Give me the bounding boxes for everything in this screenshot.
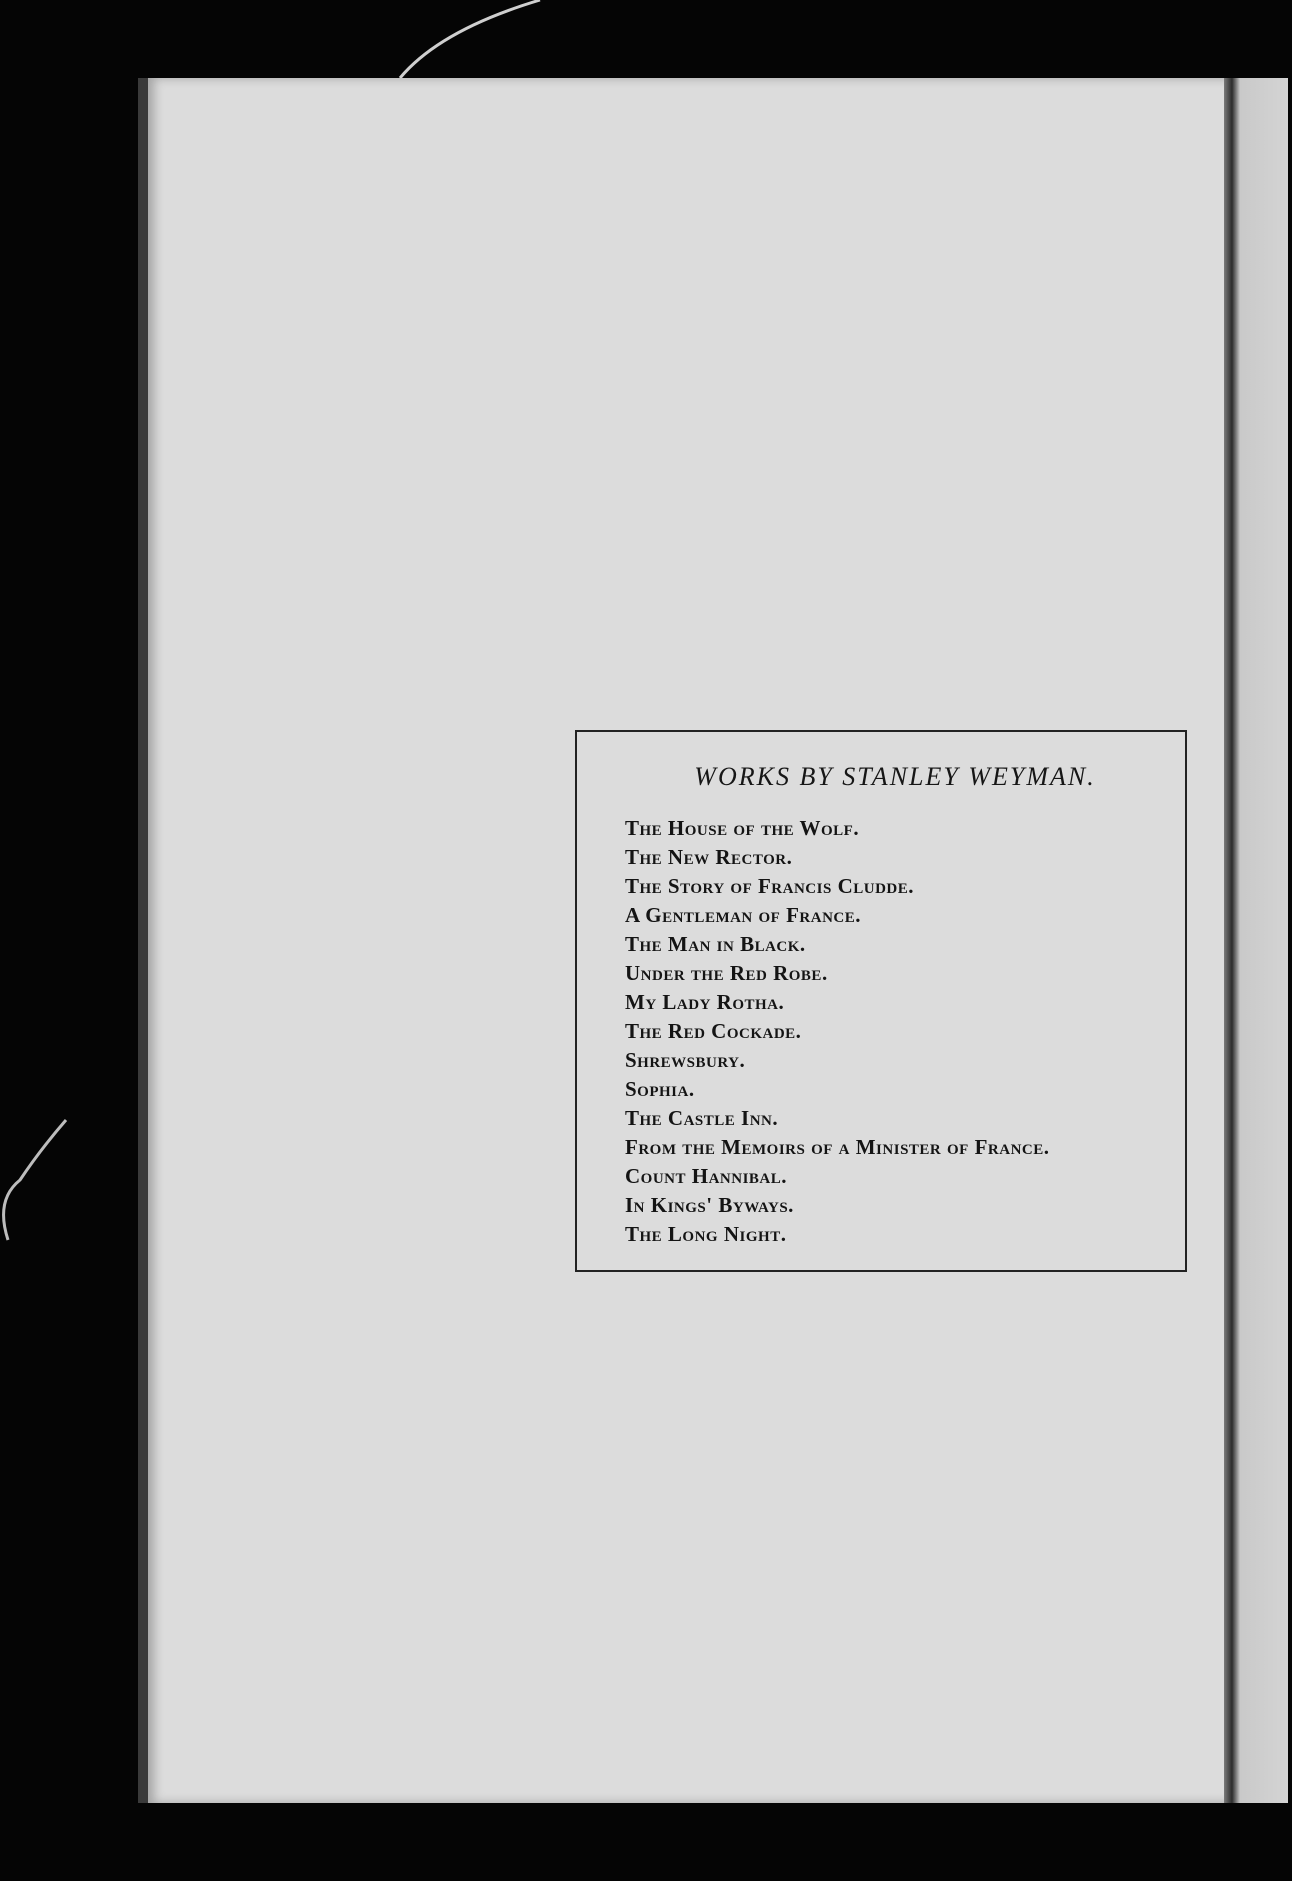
book-page [138,78,1288,1803]
work-title-item: The Man in Black. [625,932,806,956]
work-title-item: The Castle Inn. [625,1106,779,1130]
works-title: WORKS BY STANLEY WEYMAN. [694,762,1096,791]
work-title-item: Sophia. [625,1077,695,1101]
work-title-item: Count Hannibal. [625,1164,788,1188]
work-title-item: A Gentleman of France. [625,903,862,927]
work-title-item: The Long Night. [625,1222,787,1246]
page-binding-edge [1224,78,1288,1803]
work-title-item: The Story of Francis Cludde. [625,874,914,898]
work-title-item: My Lady Rotha. [625,990,785,1014]
work-title-item: The New Rector. [625,845,793,869]
work-title-item: Under the Red Robe. [625,961,828,985]
works-list [625,814,1155,1249]
work-title-item: The House of the Wolf. [625,816,860,840]
work-title-item: In Kings' Byways. [625,1193,794,1217]
work-title-item: From the Memoirs of a Minister of France. [625,1135,1050,1159]
work-title-item: Shrewsbury. [625,1048,746,1072]
works-list-box [575,730,1187,1272]
work-title-item: The Red Cockade. [625,1019,802,1043]
